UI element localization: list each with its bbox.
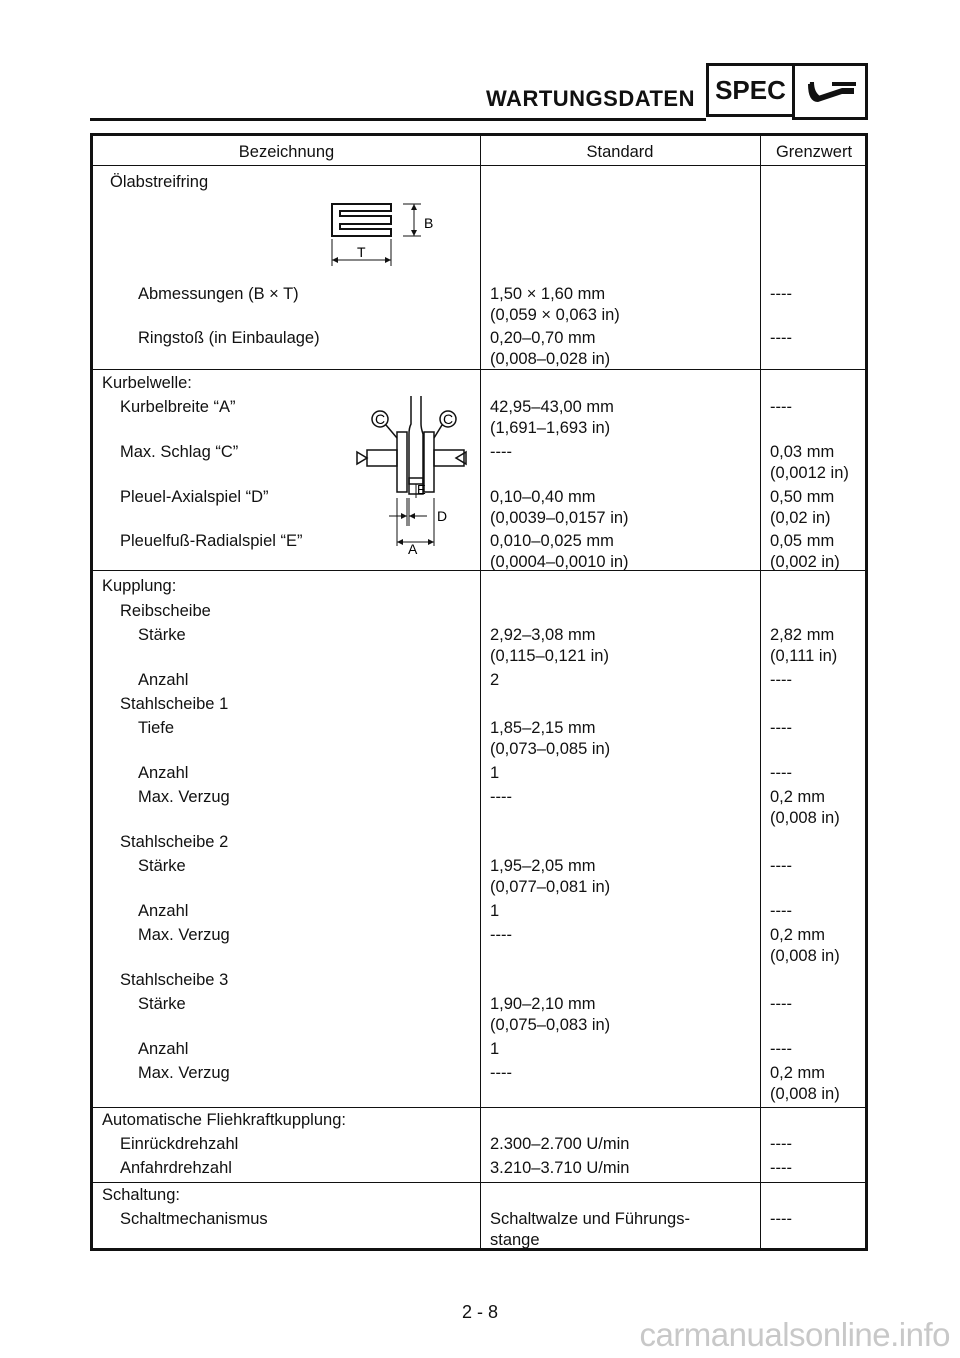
steel1-row-limit: ---- (770, 764, 792, 782)
auto-clutch-row-name: Einrückdrehzahl (120, 1135, 239, 1153)
steel3-row-standard: ---- (490, 1064, 512, 1082)
column-header-bezeichnung: Bezeichnung (238, 143, 335, 161)
oil-ring-figure (323, 194, 443, 268)
steel1-row-limit-in: (0,008 in) (770, 809, 840, 827)
header-rule (90, 118, 706, 121)
watermark: carmanualsonline.info (639, 1316, 950, 1353)
ring-row-name: Abmessungen (B × T) (138, 285, 299, 303)
spec-badge: SPEC (706, 63, 792, 117)
clutch-row-limit: ---- (770, 671, 792, 689)
row-divider (93, 1107, 865, 1108)
sub-label-steel-plate-2: Stahlscheibe 2 (120, 833, 229, 851)
ring-row-name: Ringstoß (in Einbaulage) (138, 329, 320, 347)
sub-label-friction-plate: Reibscheibe (120, 602, 211, 620)
ring-row-standard-in: (0,008–0,028 in) (490, 350, 611, 368)
steel3-row-limit: ---- (770, 1040, 792, 1058)
figure-label-c: C (375, 411, 386, 427)
steel1-row-limit: ---- (770, 719, 792, 737)
figure-label-b: B (424, 215, 434, 231)
crank-row-name: Pleuel-Axialspiel “D” (120, 488, 269, 506)
steel2-row-limit: 0,2 mm (770, 926, 826, 944)
spec-table (90, 133, 868, 1251)
crank-row-limit: ---- (770, 398, 792, 416)
steel2-row-limit: ---- (770, 857, 792, 875)
crank-row-standard-in: (0,0039–0,0157 in) (490, 509, 629, 527)
steel3-row-limit: 0,2 mm (770, 1064, 826, 1082)
crank-row-limit: 0,05 mm (770, 532, 835, 550)
column-header-grenzwert: Grenzwert (775, 143, 853, 161)
ring-row-standard: 0,20–0,70 mm (490, 329, 596, 347)
steel1-row-name: Tiefe (138, 719, 175, 737)
shift-row-standard-cont: stange (490, 1231, 540, 1249)
auto-clutch-row-limit: ---- (770, 1159, 792, 1177)
steel3-row-standard: 1 (490, 1040, 500, 1058)
steel2-row-standard: ---- (490, 926, 512, 944)
steel2-row-standard: 1 (490, 902, 500, 920)
section-label-shift: Schaltung: (102, 1186, 180, 1204)
steel2-row-name: Stärke (138, 857, 186, 875)
clutch-row-name: Anzahl (138, 671, 189, 689)
ring-row-limit: ---- (770, 329, 792, 347)
steel1-row-standard: 1,85–2,15 mm (490, 719, 596, 737)
ring-row-standard: 1,50 × 1,60 mm (490, 285, 606, 303)
steel3-row-standard: 1,90–2,10 mm (490, 995, 596, 1013)
page-number: 2 - 8 (461, 1302, 499, 1322)
crank-row-name: Max. Schlag “C” (120, 443, 239, 461)
clutch-row-standard: 2 (490, 671, 500, 689)
section-label-oil-ring: Ölabstreifring (110, 173, 209, 191)
crank-row-standard: ---- (490, 443, 512, 461)
crank-row-limit: 0,50 mm (770, 488, 835, 506)
steel2-row-standard-in: (0,077–0,081 in) (490, 878, 611, 896)
figure-label-c-right: C (443, 411, 454, 427)
auto-clutch-row-standard: 2.300–2.700 U/min (490, 1135, 630, 1153)
steel2-row-name: Anzahl (138, 902, 189, 920)
clutch-row-limit: 2,82 mm (770, 626, 835, 644)
crank-row-name: Pleuelfuß-Radialspiel “E” (120, 532, 303, 550)
tools-icon (792, 63, 868, 120)
steel2-row-name: Max. Verzug (138, 926, 230, 944)
steel2-row-standard: 1,95–2,05 mm (490, 857, 596, 875)
column-divider (480, 136, 481, 1248)
auto-clutch-row-name: Anfahrdrehzahl (120, 1159, 232, 1177)
crank-row-limit-in: (0,0012 in) (770, 464, 849, 482)
crank-row-name: Kurbelbreite “A” (120, 398, 236, 416)
steel2-row-limit: ---- (770, 902, 792, 920)
crankshaft-figure (353, 394, 471, 554)
row-divider (93, 1182, 865, 1183)
shift-row-limit: ---- (770, 1210, 792, 1228)
column-header-standard: Standard (586, 143, 654, 161)
steel3-row-limit-in: (0,008 in) (770, 1085, 840, 1103)
section-label-crankshaft: Kurbelwelle: (102, 374, 192, 392)
steel3-row-name: Stärke (138, 995, 186, 1013)
figure-label-t: T (357, 244, 366, 260)
sub-label-steel-plate-3: Stahlscheibe 3 (120, 971, 229, 989)
crank-row-standard-in: (1,691–1,693 in) (490, 419, 611, 437)
steel1-row-standard: 1 (490, 764, 500, 782)
steel3-row-name: Max. Verzug (138, 1064, 230, 1082)
steel1-row-limit: 0,2 mm (770, 788, 826, 806)
steel3-row-name: Anzahl (138, 1040, 189, 1058)
row-divider (93, 369, 865, 370)
crank-row-limit-in: (0,02 in) (770, 509, 831, 527)
shift-row-standard: Schaltwalze und Führungs- (490, 1210, 690, 1228)
crank-row-standard: 0,10–0,40 mm (490, 488, 596, 506)
auto-clutch-row-limit: ---- (770, 1135, 792, 1153)
steel3-row-limit: ---- (770, 995, 792, 1013)
auto-clutch-row-standard: 3.210–3.710 U/min (490, 1159, 630, 1177)
page-title: WARTUNGSDATEN (486, 86, 695, 111)
clutch-row-standard-in: (0,115–0,121 in) (490, 647, 609, 665)
header-divider (93, 165, 865, 166)
crank-row-standard-in: (0,0004–0,0010 in) (490, 553, 629, 571)
steel2-row-limit-in: (0,008 in) (770, 947, 840, 965)
steel1-row-name: Max. Verzug (138, 788, 230, 806)
crank-row-limit: 0,03 mm (770, 443, 835, 461)
row-divider (93, 570, 865, 571)
ring-row-limit: ---- (770, 285, 792, 303)
section-label-clutch: Kupplung: (102, 577, 177, 595)
crank-row-standard: 42,95–43,00 mm (490, 398, 614, 416)
column-divider (760, 136, 761, 1248)
crank-row-limit-in: (0,002 in) (770, 553, 840, 571)
clutch-row-limit-in: (0,111 in) (770, 647, 838, 665)
steel1-row-standard-in: (0,073–0,085 in) (490, 740, 611, 758)
clutch-row-standard: 2,92–3,08 mm (490, 626, 596, 644)
figure-label-e: E (417, 482, 426, 497)
steel3-row-standard-in: (0,075–0,083 in) (490, 1016, 611, 1034)
figure-label-a: A (408, 541, 418, 554)
sub-label-steel-plate-1: Stahlscheibe 1 (120, 695, 229, 713)
clutch-row-name: Stärke (138, 626, 186, 644)
crank-row-standard: 0,010–0,025 mm (490, 532, 614, 550)
steel1-row-name: Anzahl (138, 764, 189, 782)
figure-label-d: D (437, 508, 448, 524)
ring-row-standard-in: (0,059 × 0,063 in) (490, 306, 620, 324)
section-label-auto-clutch: Automatische Fliehkraftkupplung: (102, 1111, 346, 1129)
shift-row-name: Schaltmechanismus (120, 1210, 268, 1228)
steel1-row-standard: ---- (490, 788, 512, 806)
